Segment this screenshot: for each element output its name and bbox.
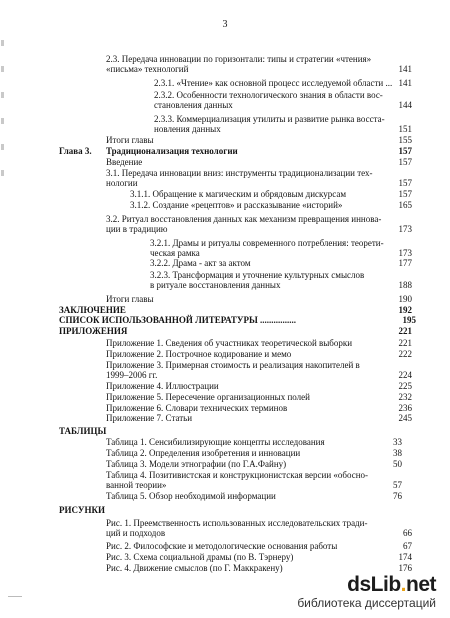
toc-entry	[154, 114, 412, 134]
toc-page-number: 192	[398, 305, 412, 315]
toc-entry	[106, 552, 412, 562]
toc-page-number: 157	[398, 146, 412, 156]
toc-page-number: 195	[402, 315, 416, 325]
toc-entry-text: Приложение 2. Построчное кодирование и мемо	[106, 349, 292, 359]
toc-entry	[106, 491, 402, 501]
toc-page-number: 236	[398, 403, 412, 413]
toc-entry-text: Приложение 5. Пересечение организационных полей	[106, 392, 310, 402]
toc-entry	[106, 437, 402, 447]
toc-entry-text: Рис. 3. Схема социальной драмы (по В. Тэрнеру)	[106, 552, 294, 562]
toc-entry	[150, 270, 412, 290]
toc-entry-text: ций и подходов	[106, 528, 166, 539]
toc-entry-text: СПИСОК ИСПОЛЬЗОВАННОЙ ЛИТЕРАТУРЫ ................	[59, 315, 297, 325]
toc-entry	[106, 381, 412, 391]
toc-page-number: 155	[398, 135, 412, 145]
toc-entry-text: Приложение 4. Иллюстрации	[106, 381, 219, 391]
toc-entry	[59, 146, 412, 156]
toc-entry-text: ЗАКЛЮЧЕНИЕ	[59, 305, 126, 315]
toc-entry	[150, 258, 412, 268]
toc-entry	[59, 326, 412, 336]
toc-page-number: 67	[403, 541, 412, 551]
toc-entry-text: Рис. 4. Движение смыслов (по Г. Маккракену)	[106, 563, 283, 573]
toc-entry	[154, 78, 412, 88]
toc-entry-text: 1999–2006 гг.	[106, 370, 158, 381]
watermark-subtitle: библиотека диссертаций	[297, 596, 436, 610]
toc-page-number: 38	[393, 448, 402, 458]
toc-page-number: 50	[393, 459, 402, 469]
toc-entry-text: «письма» технологий	[106, 64, 189, 75]
toc-page-number: 66	[403, 528, 412, 539]
toc-page-number: 221	[398, 326, 412, 336]
toc-page-number: 151	[398, 124, 412, 135]
toc-page-number: 157	[398, 157, 412, 167]
toc-entry-text: 2.3.1. «Чтение» как основной процесс исследуемой области ...	[154, 78, 393, 88]
toc-entry-text: 3.2. Ритуал восстановления данных как механизм превращения иннова-	[106, 214, 382, 224]
toc-entry-text: 3.1.2. Создание «рецептов» и рассказывание «историй»	[130, 200, 343, 210]
toc-entry	[106, 518, 412, 538]
toc-entry	[106, 403, 412, 413]
toc-entry-text: 2.3.3. Коммерциализация утилиты и развитие рынка восста-	[154, 114, 385, 124]
toc-entry-text: 2.3. Передача инновации по горизонтали: типы и стратегии «чтения»	[106, 54, 372, 64]
toc-entry-text: новления данных	[154, 124, 221, 135]
toc-entry-text: ванной теории»	[106, 480, 167, 491]
toc-entry	[106, 349, 412, 359]
toc-entry-text: Традиционализация технологии	[106, 146, 238, 156]
toc-entry-text: РИСУНКИ	[59, 505, 106, 515]
toc-page-number: 157	[398, 189, 412, 199]
page-number: 3	[222, 19, 228, 30]
toc-entry-text: 3.2.3. Трансформация и уточнение культурных смыслов	[150, 270, 365, 280]
toc-entry-text: Таблица 4. Позитивистская и конструкционистская версии «обосно-	[106, 470, 369, 480]
toc-entry-text: Итоги главы	[106, 135, 154, 145]
toc-page-number: 76	[393, 491, 402, 501]
watermark-logo: dsLib.net	[347, 573, 436, 596]
toc-entry-text: Рис. 1. Преемственность использованных исследовательских тради-	[106, 518, 368, 528]
toc-entry	[106, 54, 412, 74]
toc-entry-text: ПРИЛОЖЕНИЯ	[59, 326, 128, 336]
toc-entry-text: 3.1.1. Обращение к магическим и обрядовым дискурсам	[130, 189, 347, 199]
toc-entry-text: Рис. 2. Философские и методологические основания работы	[106, 541, 338, 551]
toc-entry	[106, 392, 412, 402]
toc-page-number: 225	[398, 381, 412, 391]
chapter-label: Глава 3.	[59, 146, 92, 156]
toc-page-number: 141	[398, 78, 412, 88]
toc-page-number: 232	[398, 392, 412, 402]
toc-entry-text: Таблица 1. Сенсибилизирующие концепты исследования	[106, 437, 325, 447]
toc-entry	[106, 360, 412, 380]
toc-entry	[106, 214, 412, 234]
toc-entry	[106, 459, 402, 469]
toc-entry-text: Приложение 1. Сведения об участниках теоретической выборки	[106, 338, 353, 348]
toc-page-number: 177	[398, 258, 412, 268]
toc-page-number: 33	[393, 437, 402, 447]
toc-entry-text: нологии	[106, 178, 138, 189]
toc-page-number: 141	[398, 64, 412, 75]
toc-entry	[59, 426, 412, 436]
toc-entry	[106, 413, 412, 423]
toc-entry	[59, 505, 412, 515]
toc-page-number: 174	[398, 552, 412, 562]
toc-entry-text: Таблица 5. Обзор необходимой информации	[106, 491, 276, 501]
toc-entry	[106, 563, 412, 573]
toc-page-number: 176	[398, 563, 412, 573]
toc-entry-text: Приложение 6. Словари технических терминов	[106, 403, 288, 413]
toc-entry-text: становления данных	[154, 100, 233, 111]
toc-page-number: 144	[398, 100, 412, 111]
toc-page-number: 222	[398, 349, 412, 359]
toc-entry-text: 3.1. Передача инновации вниз: инструменты традиционализации тех-	[106, 168, 373, 178]
toc-page-number: 188	[398, 280, 412, 291]
toc-entry	[106, 470, 402, 490]
toc-entry	[106, 448, 402, 458]
toc-entry	[106, 541, 412, 551]
toc-entry-text: ТАБЛИЦЫ	[59, 426, 107, 436]
toc-entry	[106, 338, 412, 348]
toc-entry	[106, 294, 412, 304]
toc-page-number: 157	[398, 178, 412, 189]
toc-entry	[150, 238, 412, 258]
toc-entry-text: в ритуале восстановления данных	[150, 280, 281, 291]
toc-page-number: 190	[398, 294, 412, 304]
toc-entry	[130, 189, 412, 199]
toc-entry-text: Итоги главы	[106, 294, 154, 304]
toc-entry	[106, 157, 412, 167]
toc-entry	[59, 305, 412, 315]
toc-entry	[130, 200, 412, 210]
toc-entry-text: 3.2.1. Драмы и ритуалы современного потребления: теорети-	[150, 238, 384, 248]
toc-page-number: 221	[398, 338, 412, 348]
toc-entry-text: Таблица 3. Модели этнографии (по Г.А.Файну)	[106, 459, 287, 469]
toc-entry-text: ческая рамка	[150, 248, 200, 259]
toc-entry-text: ции в традицию	[106, 224, 168, 235]
watermark	[297, 574, 436, 610]
toc-page-number: 224	[398, 370, 412, 381]
toc-entry	[59, 315, 416, 325]
toc-page-number: 57	[393, 480, 402, 491]
toc-entry-text: 2.3.2. Особенности технологического знания в области вос-	[154, 90, 383, 100]
toc-page-number: 245	[398, 413, 412, 423]
toc-entry-text: Приложение 3. Примерная стоимость и реализация накопителей в	[106, 360, 360, 370]
toc-entry-text: Приложение 7. Статьи	[106, 413, 193, 423]
toc-entry-text: Введение	[106, 157, 143, 167]
toc-entry	[106, 168, 412, 188]
toc-entry-text: 3.2.2. Драма - акт за актом	[150, 258, 251, 268]
toc-page-number: 173	[398, 224, 412, 235]
toc-entry	[106, 135, 412, 145]
toc-entry-text: Таблица 2. Определения изобретения и инновации	[106, 448, 301, 458]
toc-entry	[154, 90, 412, 110]
toc-page-number: 173	[398, 248, 412, 259]
toc-page-number: 165	[398, 200, 412, 210]
